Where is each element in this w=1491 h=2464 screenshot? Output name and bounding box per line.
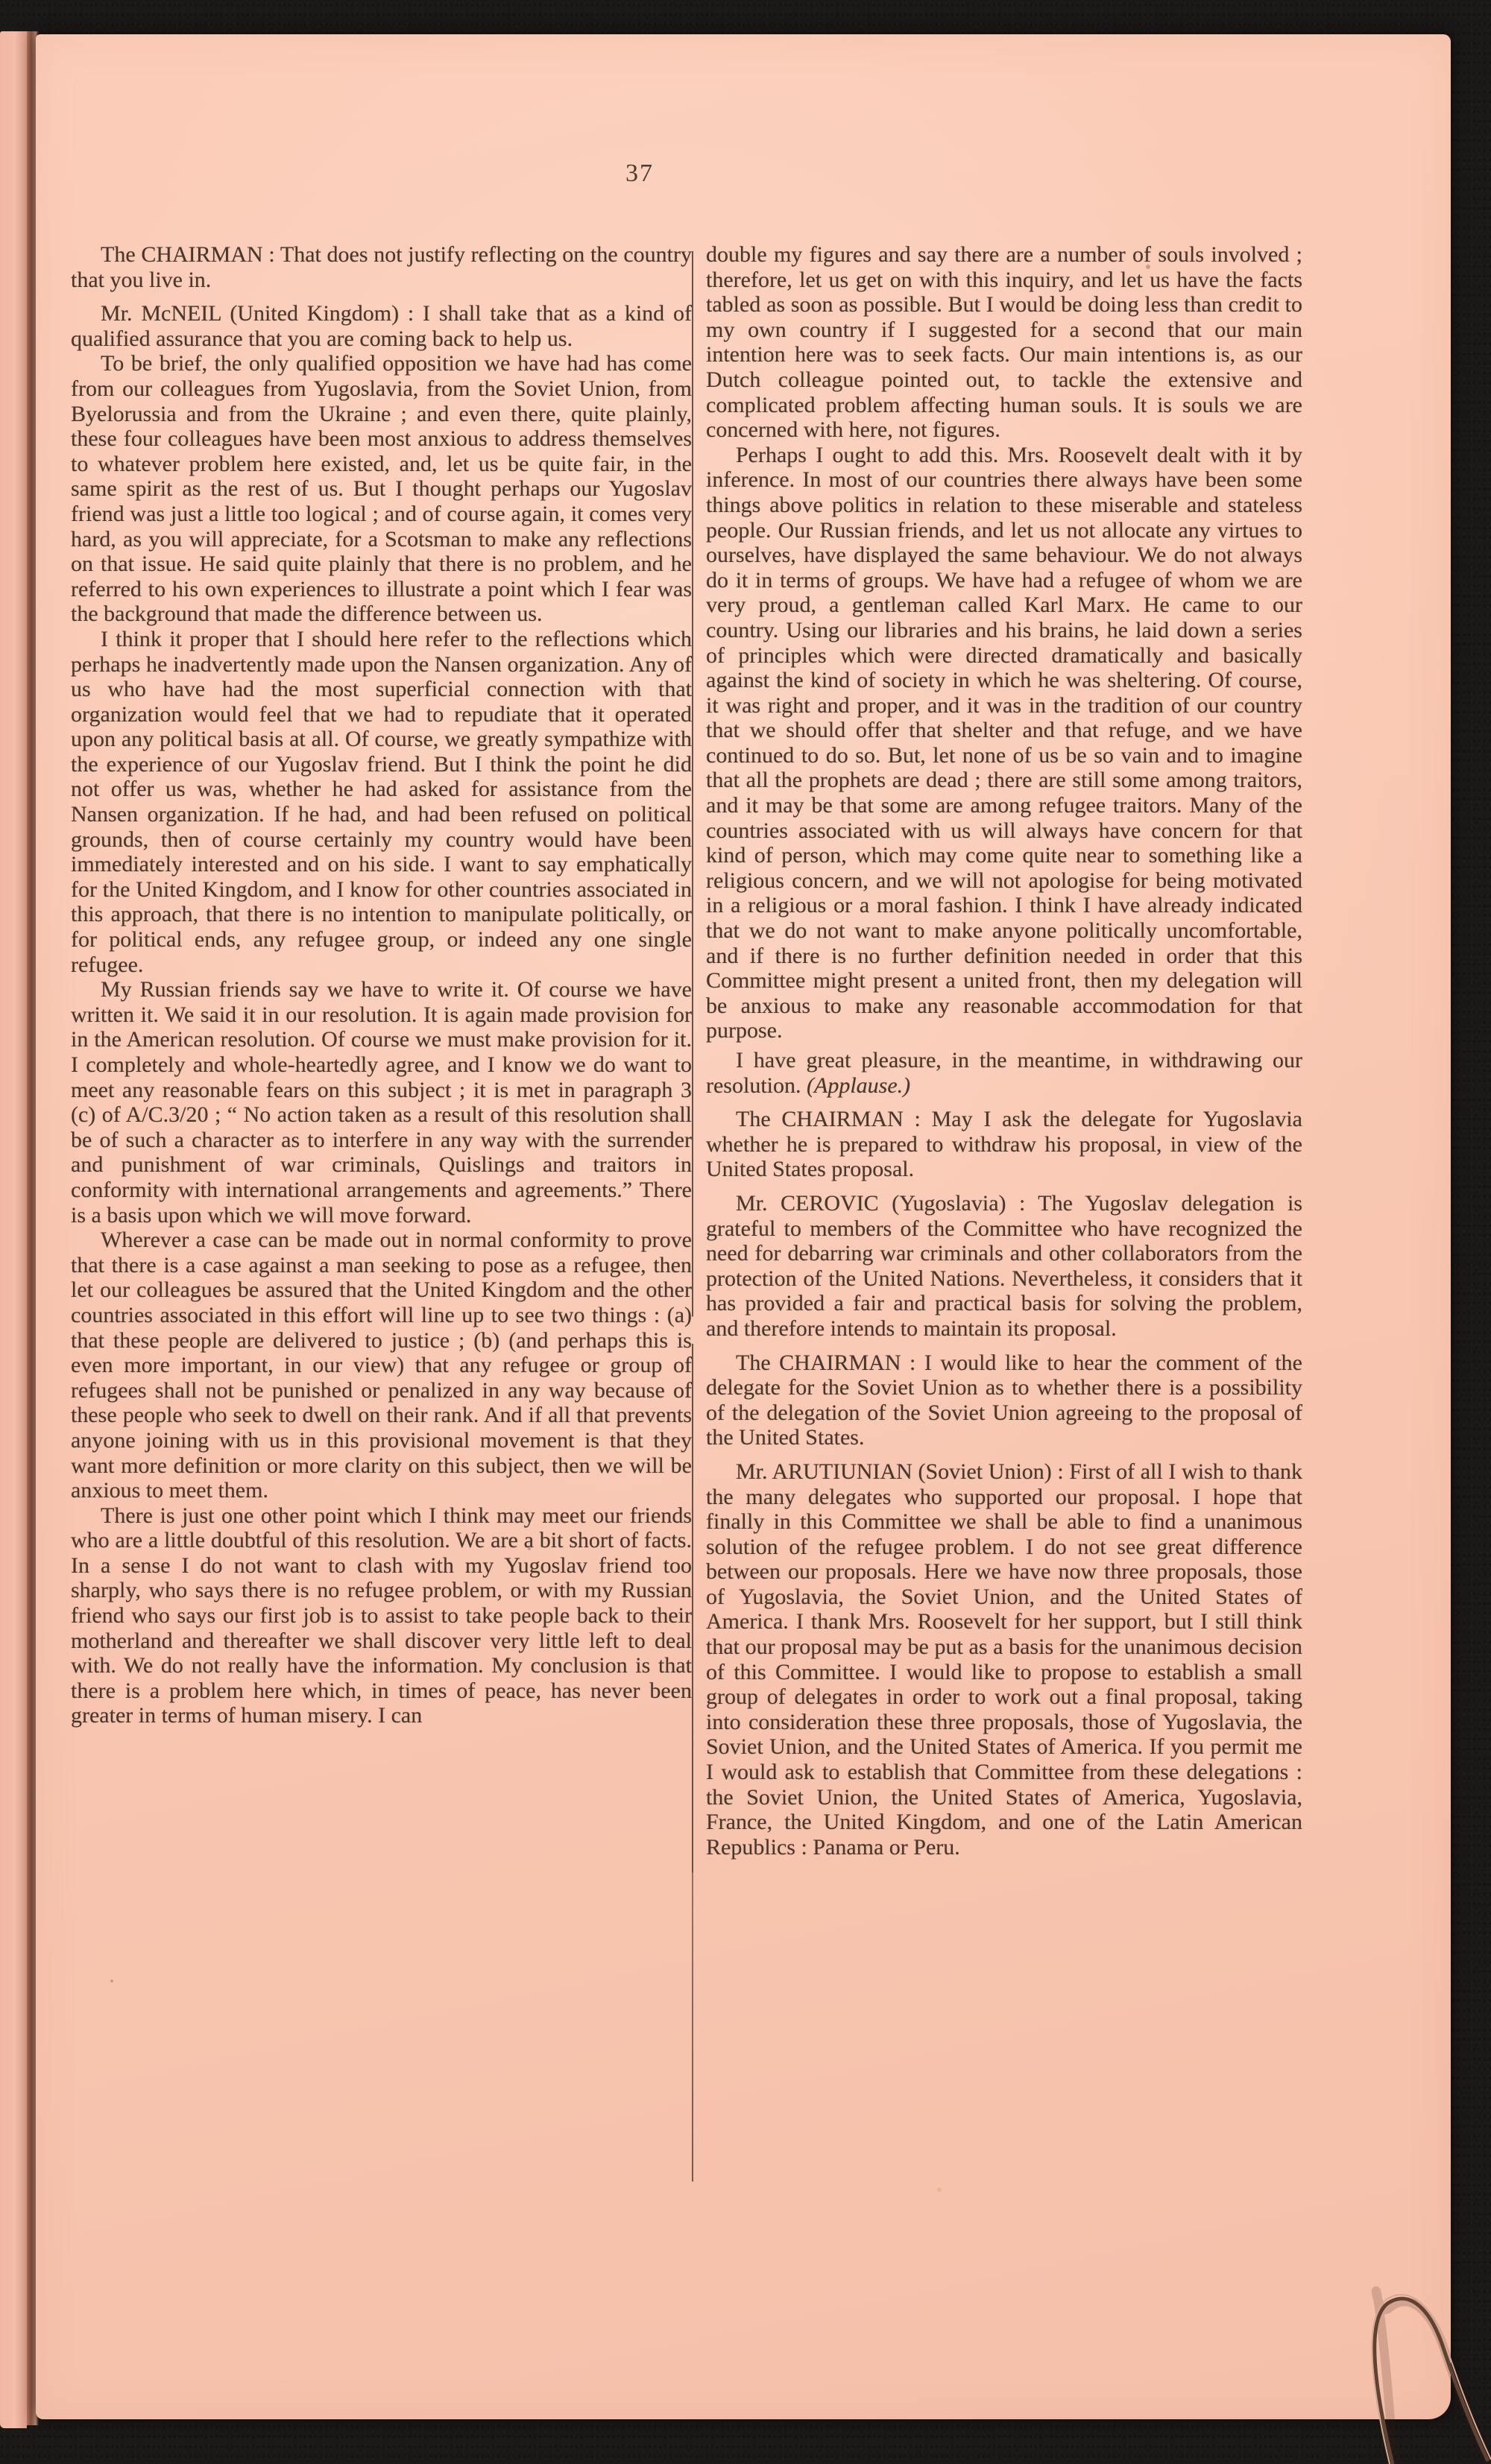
- paragraph-cerovic: Mr. CEROVIC (Yugoslavia) : The Yugoslav delegation is grateful to members of the Committee who have recognized the need for debarring war criminals and other collaborators from the protection of the United Nations. Nevertheless, it considers that it has provided a fair and practical basis for solving the problem, and therefore intends to maintain its proposal.: [706, 1190, 1302, 1341]
- paragraph-chairman-2: The CHAIRMAN : May I ask the delegate for Yugoslavia whether he is prepared to withdraw his proposal, in view of the United States proposal.: [706, 1107, 1302, 1182]
- previous-page-edge: [0, 31, 27, 2428]
- treasury-tag-wire: [1267, 2184, 1491, 2464]
- paragraph-chairman-3: The CHAIRMAN : I would like to hear the comment of the delegate for the Soviet Union as to whether there is a possibility of the delegation of the Soviet Union agreeing to the proposal of the United States.: [706, 1350, 1302, 1450]
- paragraph-mcneil-facts: There is just one other point which I think may meet our friends who are a little doubtful of this resolution. We are a bit short of facts. In a sense I do not want to clash with my Yugoslav friend too sharply, who says there is no refugee problem, or with my Russian friend who says our first job is to assist to take people back to their motherland and thereafter we shall discover very little left to deal with. We do not really have the information. My conclusion is that there is a problem here which, in times of peace, has never been greater in terms of human misery. I can: [71, 1503, 692, 1728]
- paragraph-chairman-1: The CHAIRMAN : That does not justify reflecting on the country that you live in.: [71, 242, 692, 292]
- paragraph-mcneil-opening: Mr. McNEIL (United Kingdom) : I shall take that as a kind of qualified assurance that you are coming back to help us.: [71, 301, 692, 351]
- paragraph-mcneil-two-things: Wherever a case can be made out in normal conformity to prove that there is a case against a man seeking to pose as a refugee, then let our colleagues be assured that the United Kingdom and the other countries associated in this effort will line up to see two things : (a) that these people are delivered to justice ; (b) (and perhaps this is even more important, in our view) that any refugee or group of refugees shall not be punished or penalized in any way because of these people who seek to dwell on their rank. And if all that prevents anyone joining with us in this provisional movement is that they want more definition or more clarity on this subject, then we will be anxious to meet them.: [71, 1228, 692, 1503]
- paragraph-arutiunian: Mr. ARUTIUNIAN (Soviet Union) : First of all I wish to thank the many delegates who supported our proposal. I hope that finally in this Committee we shall be able to find a unanimous solution of the refugee problem. I do not see great difference between our proposals. Here we have now three proposals, those of Yugoslavia, the Soviet Union, and the United States of America. I thank Mrs. Roosevelt for her support, but I still think that our proposal may be put as a basis for the unanimous decision of this Committee. I would like to propose to establish a small group of delegates in order to work out a final proposal, taking into consideration these three proposals, those of Yugoslavia, the Soviet Union, and the United States of America. If you permit me I would ask to establish that Committee from these delegations : the Soviet Union, the United States of America, Yugoslavia, France, the United Kingdom, and one of the Latin American Republics : Panama or Peru.: [706, 1459, 1302, 1860]
- paragraph-mcneil-continued: double my figures and say there are a number of souls involved ; therefore, let us get on with this inquiry, and let us have the facts tabled as soon as possible. But I would be doing less than credit to my own country if I suggested for a second that our main intention here was to seek facts. Our main intentions is, as our Dutch colleague pointed out, to tackle the extensive and complicated problem affecting human souls. It is souls we are concerned with here, not figures.: [706, 242, 1302, 443]
- right-column: [706, 242, 1302, 1860]
- paragraph-mcneil-withdrawal: [706, 1048, 1302, 1098]
- document-page: [36, 34, 1451, 2419]
- paragraph-mcneil-resolution: My Russian friends say we have to write it. Of course we have written it. We said it in our resolution. It is again made provision for in the American resolution. Of course we must make provision for it. I completely and whole-heartedly agree, and I know we do want to meet any reasonable fears on this subject ; it is met in paragraph 3 (c) of A/C.3/20 ; “ No action taken as a result of this resolution shall be of such a character as to interfere in any way with the surrender and punishment of war criminals, Quislings and traitors in conformity with international arrangements and agreements.” There is a basis upon which we will move forward.: [71, 977, 692, 1228]
- paragraph-mcneil-opposition: To be brief, the only qualified opposition we have had has come from our colleagues from Yugoslavia, from the Soviet Union, from Byelorussia and from the Ukraine ; and even there, quite plainly, these four colleagues have been most anxious to address themselves to whatever problem here existed, and, let us be quite fair, in the same spirit as the rest of us. But I thought perhaps our Yugoslav friend was just a little too logical ; and of course again, it comes very hard, as you will appreciate, for a Scotsman to make any reflections on that issue. He said quite plainly that there is no problem, and he referred to his own experiences to illustrate a point which I fear was the background that made the difference between us.: [71, 351, 692, 627]
- applause-stage-direction: (Applause.): [807, 1073, 911, 1098]
- page-number: 37: [625, 159, 654, 187]
- column-divider: [692, 251, 693, 2182]
- withdrawal-text: I have great pleasure, in the meantime, in withdrawing our resolution.: [706, 1048, 1302, 1098]
- left-column: [71, 242, 692, 1728]
- paragraph-mcneil-nansen: I think it proper that I should here refer to the reflections which perhaps he inadvertently made upon the Nansen organization. Any of us who have had the most superficial connection with that organization would feel that we had to repudiate that it operated upon any political basis at all. Of course, we greatly sympathize with the experience of our Yugoslav friend. But I think the point he did not offer us was, whether he had asked for assistance from the Nansen organization. If he had, and had been refused on political grounds, then of course certainly my country would have been immediately interested and on his side. I want to say emphatically for the United Kingdom, and I know for other countries associated in this approach, that there is no intention to manipulate politically, or for political ends, any refugee group, or indeed any one single refugee.: [71, 626, 692, 977]
- paragraph-mcneil-karl-marx: Perhaps I ought to add this. Mrs. Roosevelt dealt with it by inference. In most of our countries there always have been some things above politics in relation to these miserable and stateless people. Our Russian friends, and let us not allocate any virtues to ourselves, have displayed the same behaviour. We do not always do it in terms of groups. We have had a refugee of whom we are very proud, a gentleman called Karl Marx. He came to our country. Using our libraries and his brains, he laid down a series of principles which were directed dramatically and basically against the kind of society in which he was sheltering. Of course, it was right and proper, and it was in the tradition of our country that we should offer that shelter and that refuge, and we have continued to do so. But, let none of us be so vain and to imagine that all the prophets are dead ; there are still some among traitors, and it may be that some are among refugee traitors. Many of the countries associated with us will always have concern for that kind of person, which may come quite near to something like a religious concern, and we will not apologise for being motivated in a religious or a moral fashion. I think I have already indicated that we do not want to make anyone politically uncomfortable, and if there is no further definition needed in order that this Committee might present a united front, then my delegation will be anxious to make any reasonable accommodation for that purpose.: [706, 442, 1302, 1043]
